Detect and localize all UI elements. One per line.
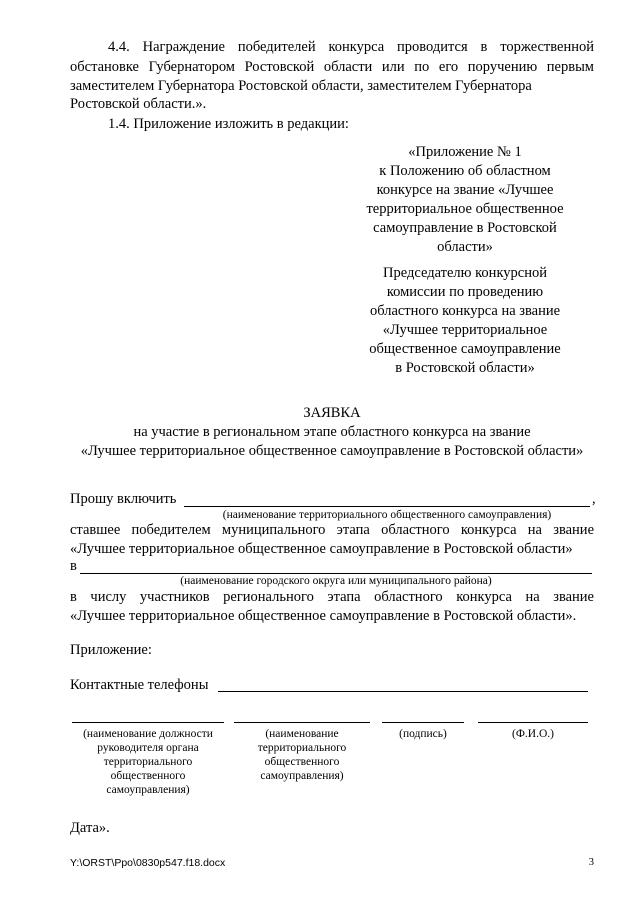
phones-field[interactable] [218,691,588,692]
caption-line: общественного [264,756,340,768]
appendix-header-line: самоуправление в Ростовской [373,220,557,236]
request-tail-line-1: в числу участников регионального этапа областного конкурса на звание [70,589,594,605]
caption-line: (наименование [265,728,339,740]
hint-municipality: (наименование городского округа или муниципального района) [180,575,492,587]
addressee-line: общественное самоуправление [369,341,561,357]
request-body-line-2: «Лучшее территориальное общественное самоуправление в Ростовской области» [70,541,573,557]
addressee-line: в Ростовской области» [395,360,535,376]
document-title: ЗАЯВКА [303,405,361,421]
item-1-4: 1.4. Приложение изложить в редакции: [108,116,349,132]
caption-signature [382,727,464,741]
caption-line: общественного [110,770,186,782]
appendix-header-line: «Приложение № 1 [408,144,522,160]
addressee-line: комиссии по проведению [386,284,544,300]
appendix-label: Приложение: [70,642,152,658]
caption-line: руководителя органа [97,742,199,754]
paragraph-4-4-end: Ростовской области.». [70,96,207,112]
addressee-line: Председателю конкурсной [383,265,547,281]
caption-position [72,727,224,797]
caption-line: (Ф.И.О.) [512,728,554,740]
fio-line[interactable] [478,722,588,723]
appendix-header-line: к Положению об областном [379,163,551,179]
title-line-2: «Лучшее территориальное общественное самоуправление в Ростовской области» [80,443,584,459]
caption-tos-name [234,727,370,783]
hint-tos-name: (наименование территориального общественного самоуправления) [222,509,552,521]
request-comma: , [592,491,596,507]
caption-fio [478,727,588,741]
caption-line: территориального [257,742,347,754]
position-signature-line[interactable] [72,722,224,723]
caption-line: (подпись) [399,728,447,740]
date-label: Дата». [70,820,110,836]
caption-line: (наименование должности [83,728,213,740]
request-tail-line-2: «Лучшее территориальное общественное самоуправление в Ростовской области». [70,608,577,624]
footer-file-path: Y:\ORST\Ppo\0830p547.f18.docx [70,857,226,869]
title-line-1: на участие в региональном этапе областного конкурса на звание [133,424,531,440]
addressee-line: «Лучшее территориальное [382,322,548,338]
page-number: 3 [588,857,594,868]
appendix-header-line: конкурсе на звание «Лучшее [376,182,554,198]
caption-line: самоуправления) [106,784,190,796]
addressee-line: областного конкурса на звание [369,303,561,319]
tos-name-signature-line[interactable] [234,722,370,723]
request-body-line-1: ставшее победителем муниципального этапа областного конкурса на звание [70,522,594,538]
paragraph-4-4: 4.4. Награждение победителей конкурса проводится в торжественной обстановке Губернатором Ростовской области или по его поручению первым заместителем Губернатора Ростовской области, заместителем Губернатора [70,39,594,94]
request-in-word: в [70,558,77,574]
caption-line: территориального [103,756,193,768]
signature-line[interactable] [382,722,464,723]
phones-label: Контактные телефоны [70,677,209,693]
tos-name-field[interactable] [184,506,590,507]
appendix-header-line: территориальное общественное [366,201,564,217]
caption-line: самоуправления) [260,770,344,782]
appendix-header-line: области» [437,239,493,255]
request-lead: Прошу включить [70,491,177,507]
